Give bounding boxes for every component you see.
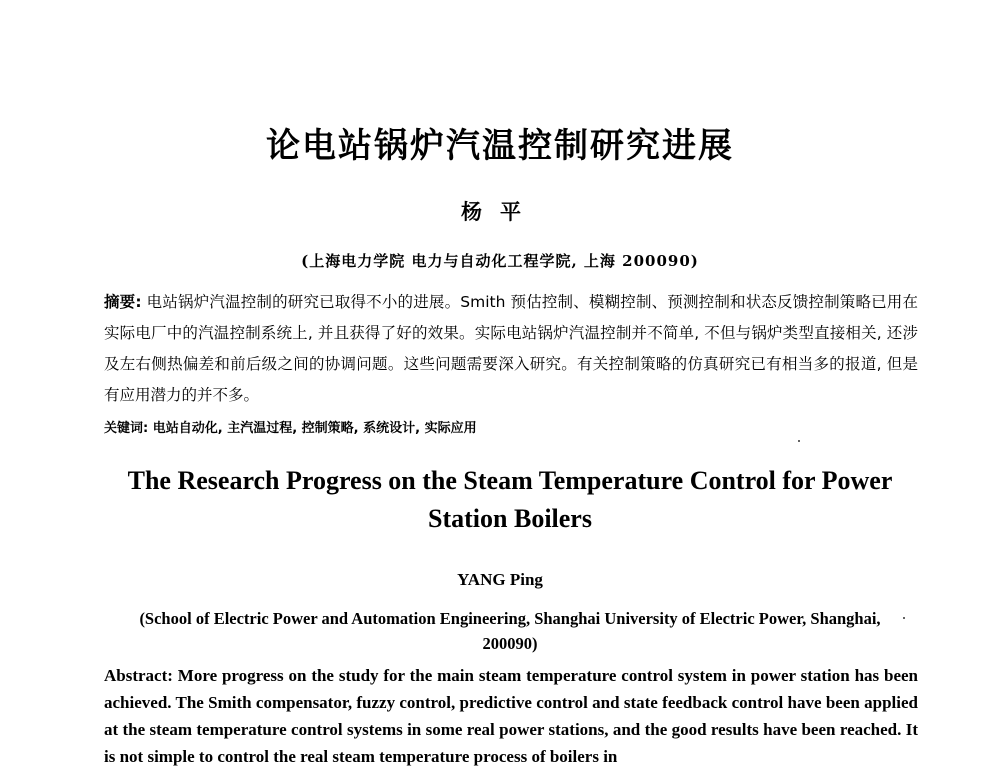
scan-speck (798, 440, 800, 442)
chinese-abstract (104, 287, 918, 411)
chinese-abstract-label: 摘要: (104, 293, 142, 311)
english-affiliation: (School of Electric Power and Automation Engineering, Shanghai University of Electric Power, Shanghai, 200090) (139, 609, 881, 653)
english-abstract (104, 662, 918, 770)
chinese-title: 论电站锅炉汽温控制研究进展 (266, 126, 734, 166)
chinese-keywords-text: 电站自动化, 主汽温过程, 控制策略, 系统设计, 实际应用 (152, 421, 477, 436)
english-abstract-text: More progress on the study for the main steam temperature control system in power station has been achieved. The Smith compensator, fuzzy control, predictive control and state feedback control have been applied at the steam temperature control systems in some real power stations, and the good results have been reached. It is not simple to control the real steam temperature process of boilers in (104, 666, 919, 766)
chinese-affiliation: (上海电力学院 电力与自动化工程学院, 上海 200090) (301, 252, 699, 270)
english-author: YANG Ping (457, 570, 543, 589)
chinese-keywords-label: 关键词: (104, 421, 149, 436)
chinese-abstract-text: 电站锅炉汽温控制的研究已取得不小的进展。Smith 预估控制、模糊控制、预测控制和状态反馈控制策略已用在实际电厂中的汽温控制系统上, 并且获得了好的效果。实际电站锅炉汽温控制并不简单, 不但与锅炉类型直接相关, 还涉及左右侧热偏差和前后级之间的协调问题。这些问题需要深入研究。有关控制策略的仿真研究已有相当多的报道, 但是有应用潜力的并不多。 (104, 293, 918, 404)
chinese-keywords (104, 417, 918, 436)
english-abstract-label: Abstract: (104, 666, 173, 685)
scan-speck (903, 617, 905, 619)
chinese-author: 杨平 (461, 199, 539, 224)
english-title: The Research Progress on the Steam Temperature Control for Power Station Boilers (127, 466, 893, 533)
